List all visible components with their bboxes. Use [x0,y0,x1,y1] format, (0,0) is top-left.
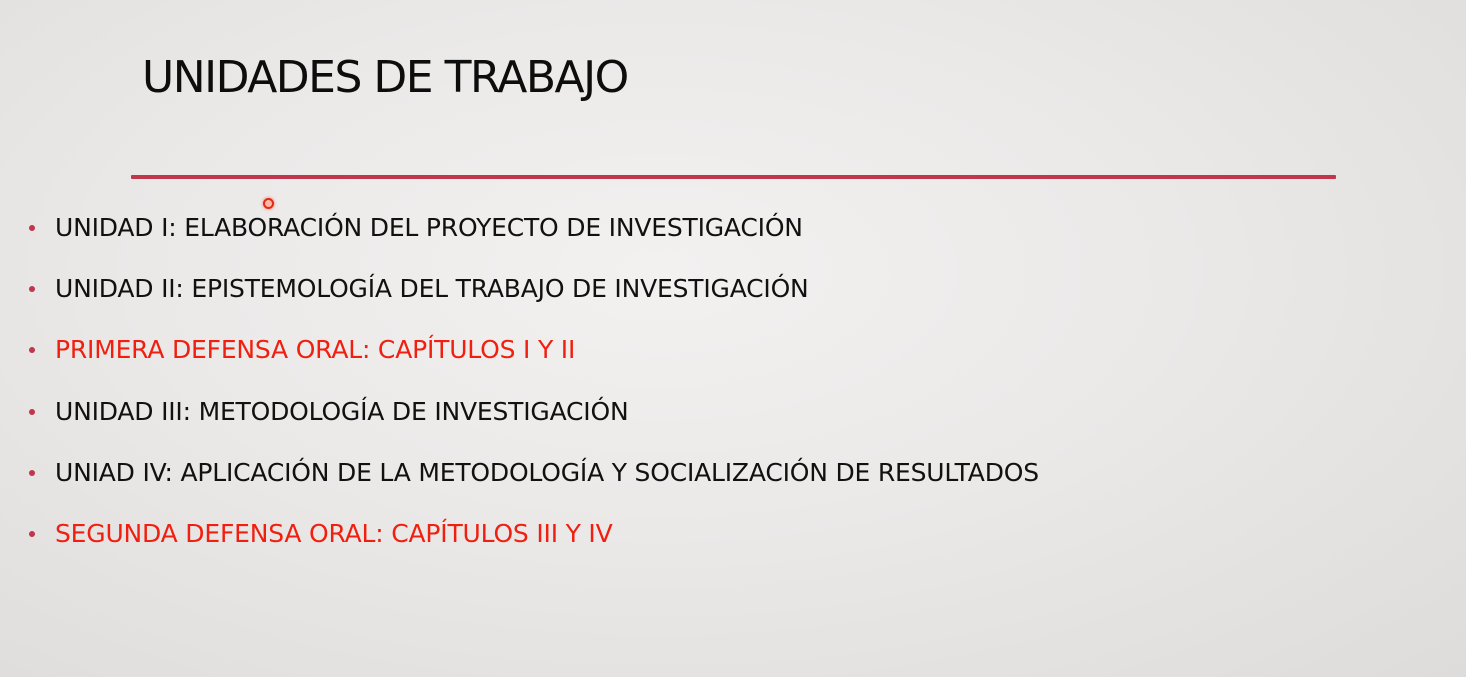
bullet-dot-icon [29,347,35,353]
list-item-text: UNIAD IV: APLICACIÓN DE LA METODOLOGÍA Y SOCIALIZACIÓN DE RESULTADOS [55,457,1039,487]
laser-pointer-icon [263,198,274,209]
list-item-text: SEGUNDA DEFENSA ORAL: CAPÍTULOS III Y IV [55,518,613,548]
bullet-dot-icon [29,470,35,476]
slide-title: UNIDADES DE TRABAJO [142,52,628,103]
bullet-dot-icon [29,531,35,537]
list-item-text: PRIMERA DEFENSA ORAL: CAPÍTULOS I Y II [55,335,576,365]
bullet-dot-icon [29,225,35,231]
bullet-dot-icon [29,286,35,292]
list-item-text: UNIDAD I: ELABORACIÓN DEL PROYECTO DE INVESTIGACIÓN [55,213,803,242]
bullet-dot-icon [29,409,35,415]
list-item-text: UNIDAD III: METODOLOGÍA DE INVESTIGACIÓN [55,396,629,426]
title-divider [131,175,1336,179]
list-item-text: UNIDAD II: EPISTEMOLOGÍA DEL TRABAJO DE INVESTIGACIÓN [55,274,809,304]
